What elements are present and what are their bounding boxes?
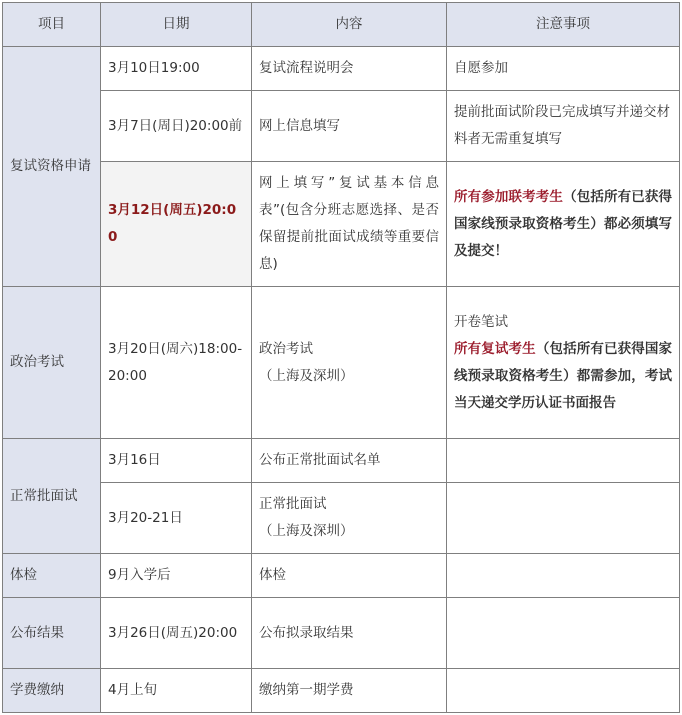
header-content: 内容: [252, 3, 447, 47]
content-cell: 网上填写”复试基本信息表”(包含分班志愿选择、是否保留提前批面试成绩等重要信息): [252, 162, 447, 287]
header-row: [3, 3, 680, 47]
header-notes: 注意事项: [447, 3, 680, 47]
notes-cell: [447, 287, 680, 439]
table-row: [3, 554, 680, 598]
content-line: 正常批面试: [259, 496, 327, 512]
table-row: [3, 91, 680, 162]
date-cell: 3月16日: [101, 439, 252, 483]
table-row: [3, 483, 680, 554]
header-date: 日期: [101, 3, 252, 47]
date-cell: 3月20日(周六)18:00-20:00: [101, 287, 252, 439]
notes-cell: [447, 554, 680, 598]
table-row: [3, 287, 680, 439]
notes-line: 开卷笔试: [454, 313, 508, 330]
content-cell: 体检: [252, 554, 447, 598]
content-line: 政治考试: [259, 340, 313, 357]
notes-highlight: 所有复试考生: [454, 340, 536, 357]
content-cell: 公布正常批面试名单: [252, 439, 447, 483]
deadline-date: 3月12日(周五)20:00: [108, 202, 237, 245]
notes-cell: 提前批面试阶段已完成填写并递交材料者无需重复填写: [447, 91, 680, 162]
category-tuition: 学费缴纳: [3, 669, 101, 713]
notes-text: （包括所有已获得国家线预录取资格考生）都必须填写及提交！: [454, 188, 673, 259]
table-row: [3, 598, 680, 669]
date-cell: 3月10日19:00: [101, 47, 252, 91]
date-cell: 9月入学后: [101, 554, 252, 598]
schedule-table: [2, 2, 680, 713]
notes-cell: 自愿参加: [447, 47, 680, 91]
date-cell: 3月7日(周日)20:00前: [101, 91, 252, 162]
content-cell: 公布拟录取结果: [252, 598, 447, 669]
table-row: [3, 669, 680, 713]
notes-cell: [447, 439, 680, 483]
category-politics-exam: 政治考试: [3, 287, 101, 439]
table-row: [3, 162, 680, 287]
date-cell: 4月上旬: [101, 669, 252, 713]
content-cell: [252, 287, 447, 439]
table-row: [3, 439, 680, 483]
notes-text: （包括所有已获得国家线预录取资格考生）都需参加，考试当天递交学历认证书面报告: [454, 340, 673, 411]
category-regular-interview: 正常批面试: [3, 439, 101, 554]
content-cell: 网上信息填写: [252, 91, 447, 162]
category-results: 公布结果: [3, 598, 101, 669]
content-cell: 复试流程说明会: [252, 47, 447, 91]
header-item: 项目: [3, 3, 101, 47]
notes-cell: [447, 669, 680, 713]
date-cell: 3月20-21日: [101, 483, 252, 554]
notes-cell: [447, 483, 680, 554]
date-cell-highlighted: [101, 162, 252, 287]
content-cell: [252, 483, 447, 554]
notes-highlight: 所有参加联考考生: [454, 188, 564, 205]
category-retest-application: 复试资格申请: [3, 47, 101, 287]
content-line: （上海及深圳）: [259, 523, 354, 539]
category-physical-exam: 体检: [3, 554, 101, 598]
content-cell: 缴纳第一期学费: [252, 669, 447, 713]
notes-cell: [447, 598, 680, 669]
content-line: （上海及深圳）: [259, 367, 354, 384]
date-cell: 3月26日(周五)20:00: [101, 598, 252, 669]
notes-cell: [447, 162, 680, 287]
table-row: [3, 47, 680, 91]
